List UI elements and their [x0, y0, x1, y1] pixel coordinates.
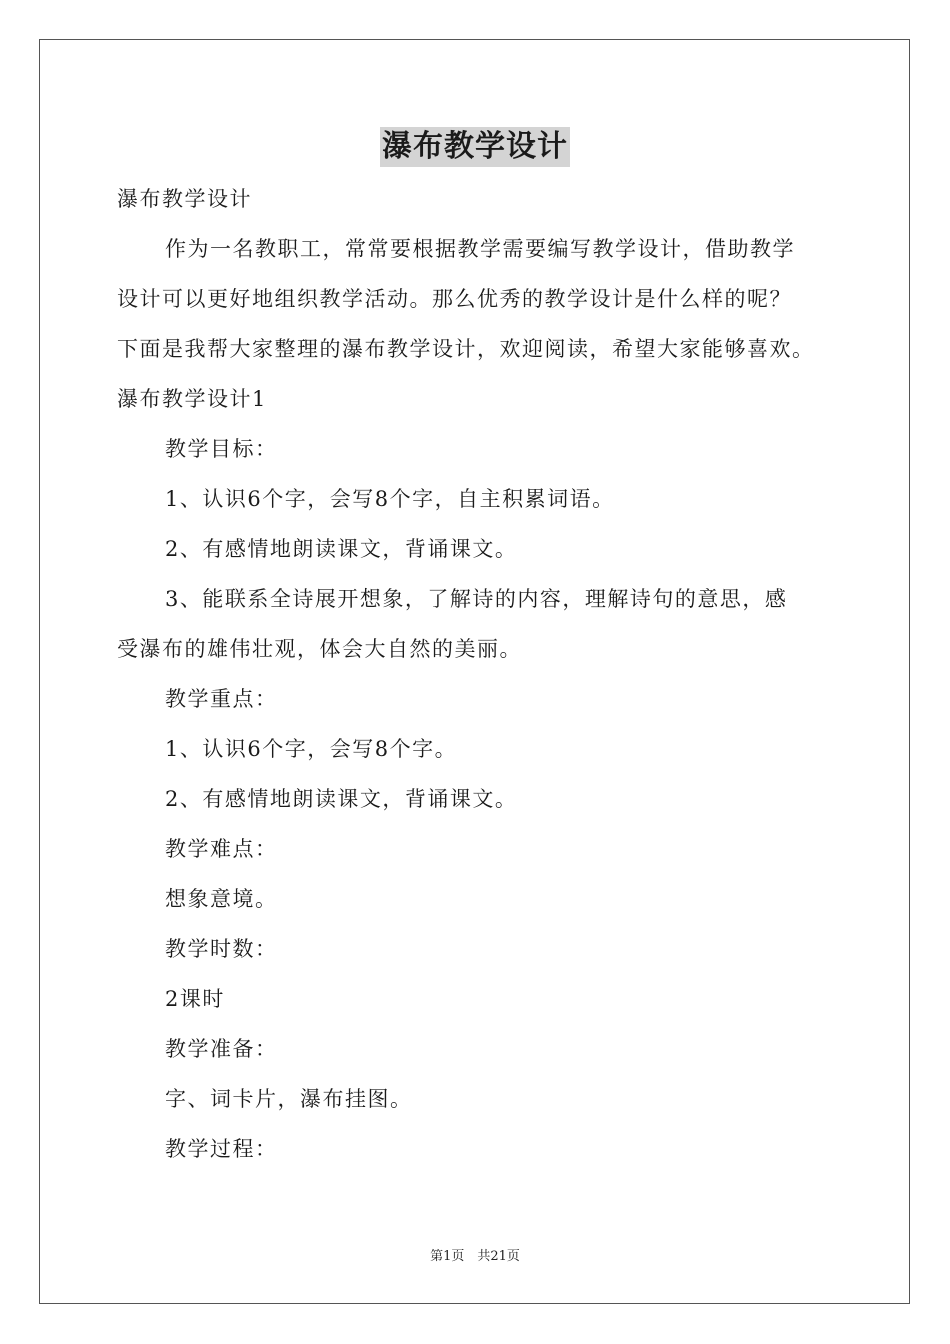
subtitle-line: 瀑布教学设计 — [117, 187, 252, 211]
paragraph-line: 1、认识6个字，会写8个字。 — [165, 737, 458, 761]
page-border — [39, 39, 910, 1304]
paragraph-line: 2课时 — [165, 987, 225, 1011]
paragraph-line: 教学准备： — [165, 1037, 278, 1061]
paragraph-line: 教学难点： — [165, 837, 278, 861]
paragraph-line: 3、能联系全诗展开想象，了解诗的内容，理解诗句的意思，感 — [165, 587, 788, 611]
page-number-footer: 第1页 共21页 — [430, 1249, 520, 1264]
paragraph-line: 教学时数： — [165, 937, 278, 961]
paragraph-line: 受瀑布的雄伟壮观，体会大自然的美丽。 — [117, 637, 522, 661]
paragraph-line: 作为一名教职工，常常要根据教学需要编写教学设计，借助教学 — [165, 237, 795, 261]
paragraph-line: 字、词卡片，瀑布挂图。 — [165, 1087, 413, 1111]
document-title: 瀑布教学设计 — [380, 127, 570, 167]
paragraph-line: 设计可以更好地组织教学活动。那么优秀的教学设计是什么样的呢？ — [117, 287, 792, 311]
section-heading: 瀑布教学设计1 — [117, 387, 267, 411]
paragraph-line: 教学过程： — [165, 1137, 278, 1161]
paragraph-line: 2、有感情地朗读课文，背诵课文。 — [165, 537, 518, 561]
paragraph-line: 想象意境。 — [165, 887, 278, 911]
paragraph-line: 教学重点： — [165, 687, 278, 711]
title-container — [0, 127, 950, 167]
paragraph-line: 1、认识6个字，会写8个字，自主积累词语。 — [165, 487, 615, 511]
paragraph-line: 教学目标： — [165, 437, 278, 461]
paragraph-line: 2、有感情地朗读课文，背诵课文。 — [165, 787, 518, 811]
paragraph-line: 下面是我帮大家整理的瀑布教学设计，欢迎阅读，希望大家能够喜欢。 — [117, 337, 815, 361]
